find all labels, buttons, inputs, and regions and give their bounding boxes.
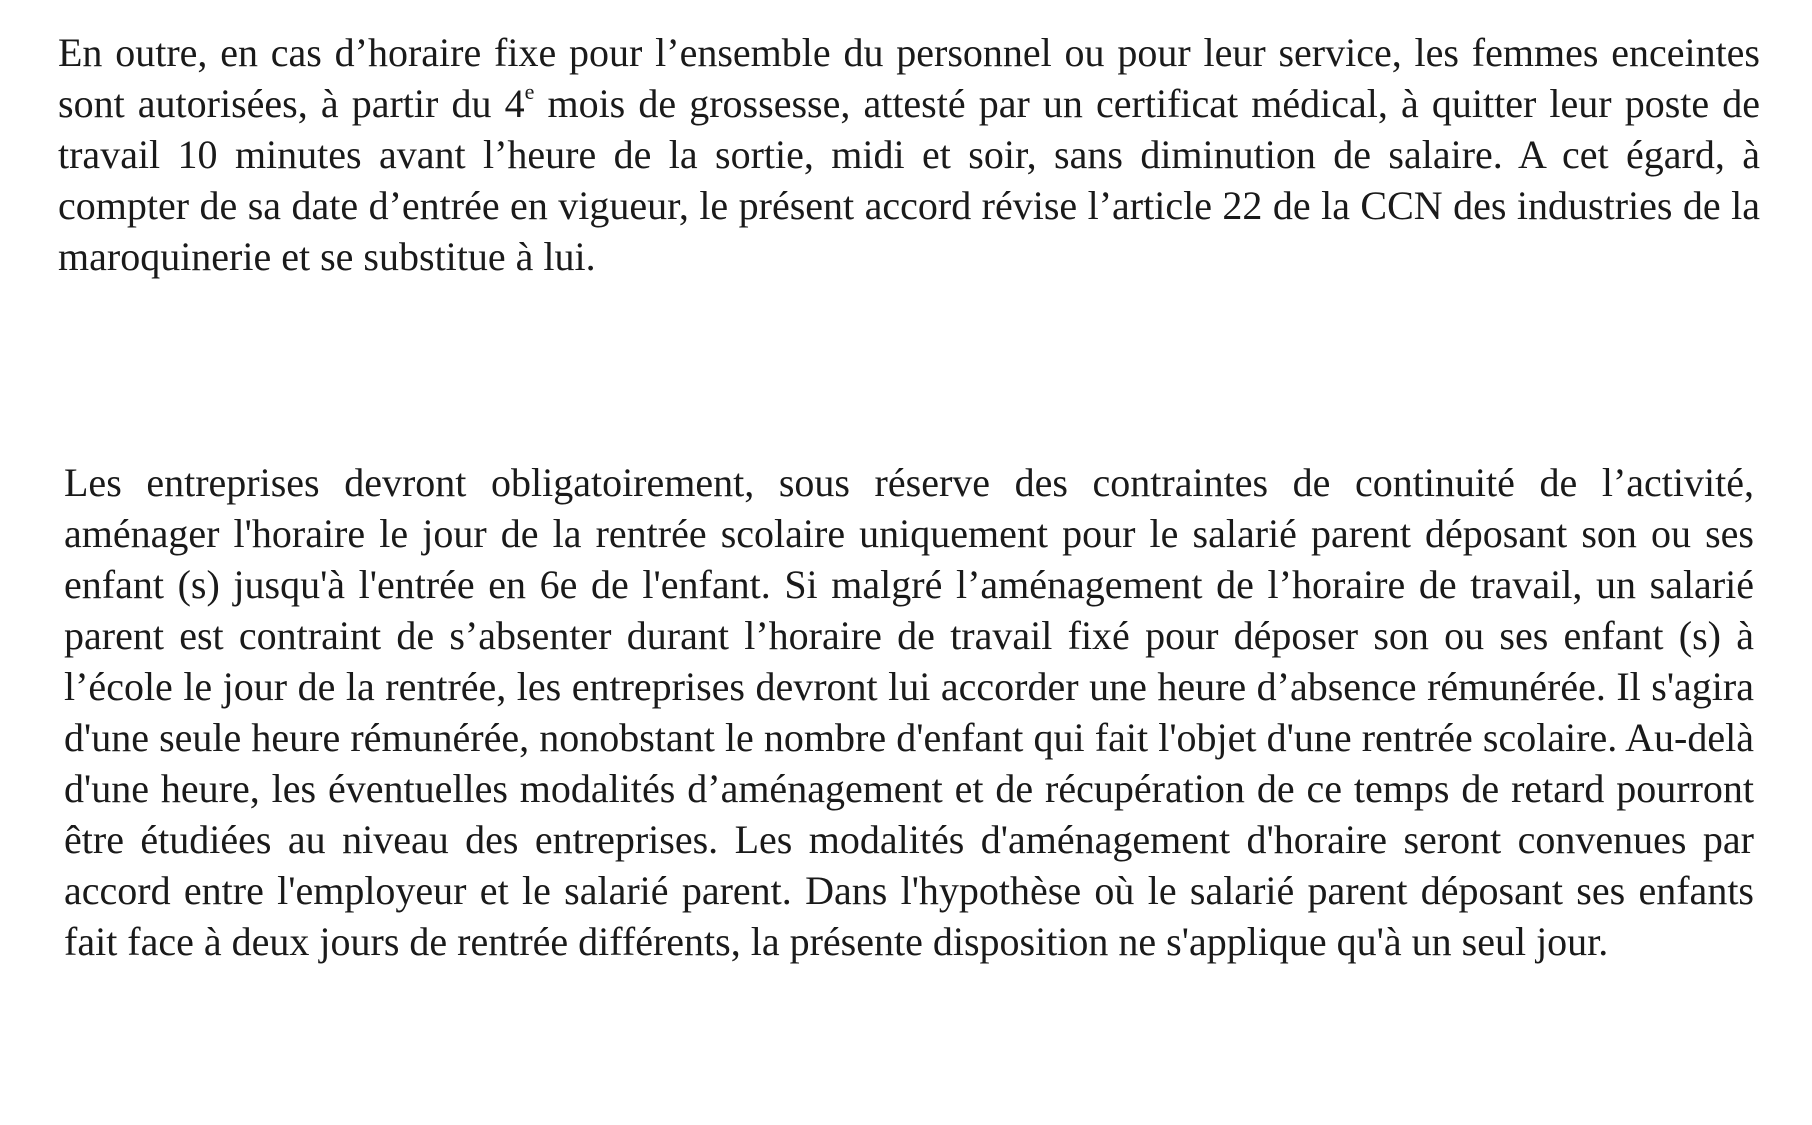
paragraph-1-text-end: mois de grossesse, attesté par un certificat médical, à quitter leur poste de travail 10 minutes avant l’heure de la sortie, midi et soir, sans diminution de salaire. A cet égard, à compter de sa date d’entrée en vigueur, le présent accord révise l’article 22 de la CCN des industries de la maroquinerie et se substitue à lui. [58,81,1760,279]
paragraph-pregnancy-schedule [58,27,1760,282]
paragraph-1-text-start: En outre, en cas d’horaire fixe pour l’ensemble du personnel ou pour leur service, les femmes enceintes sont autorisées, à partir du 4 [58,30,1760,126]
paragraph-school-return: Les entreprises devront obligatoirement, sous réserve des contraintes de continuité de l’activité, aménager l'horaire le jour de la rentrée scolaire uniquement pour le salarié parent déposant son ou ses enfant (s) jusqu'à l'entrée en 6e de l'enfant. Si malgré l’aménagement de l’horaire de travail, un salarié parent est contraint de s’absenter durant l’horaire de travail fixé pour déposer son ou ses enfant (s) à l’école le jour de la rentrée, les entreprises devront lui accorder une heure d’absence rémunérée. Il s'agira d'une seule heure rémunérée, nonobstant le nombre d'enfant qui fait l'objet d'une rentrée scolaire. Au-delà d'une heure, les éventuelles modalités d’aménagement et de récupération de ce temps de retard pourront être étudiées au niveau des entreprises. Les modalités d'aménagement d'horaire seront convenues par accord entre l'employeur et le salarié parent. Dans l'hypothèse où le salarié parent déposant ses enfants fait face à deux jours de rentrée différents, la présente disposition ne s'applique qu'à un seul jour. [64,460,1754,964]
ordinal-superscript: e [524,78,535,104]
